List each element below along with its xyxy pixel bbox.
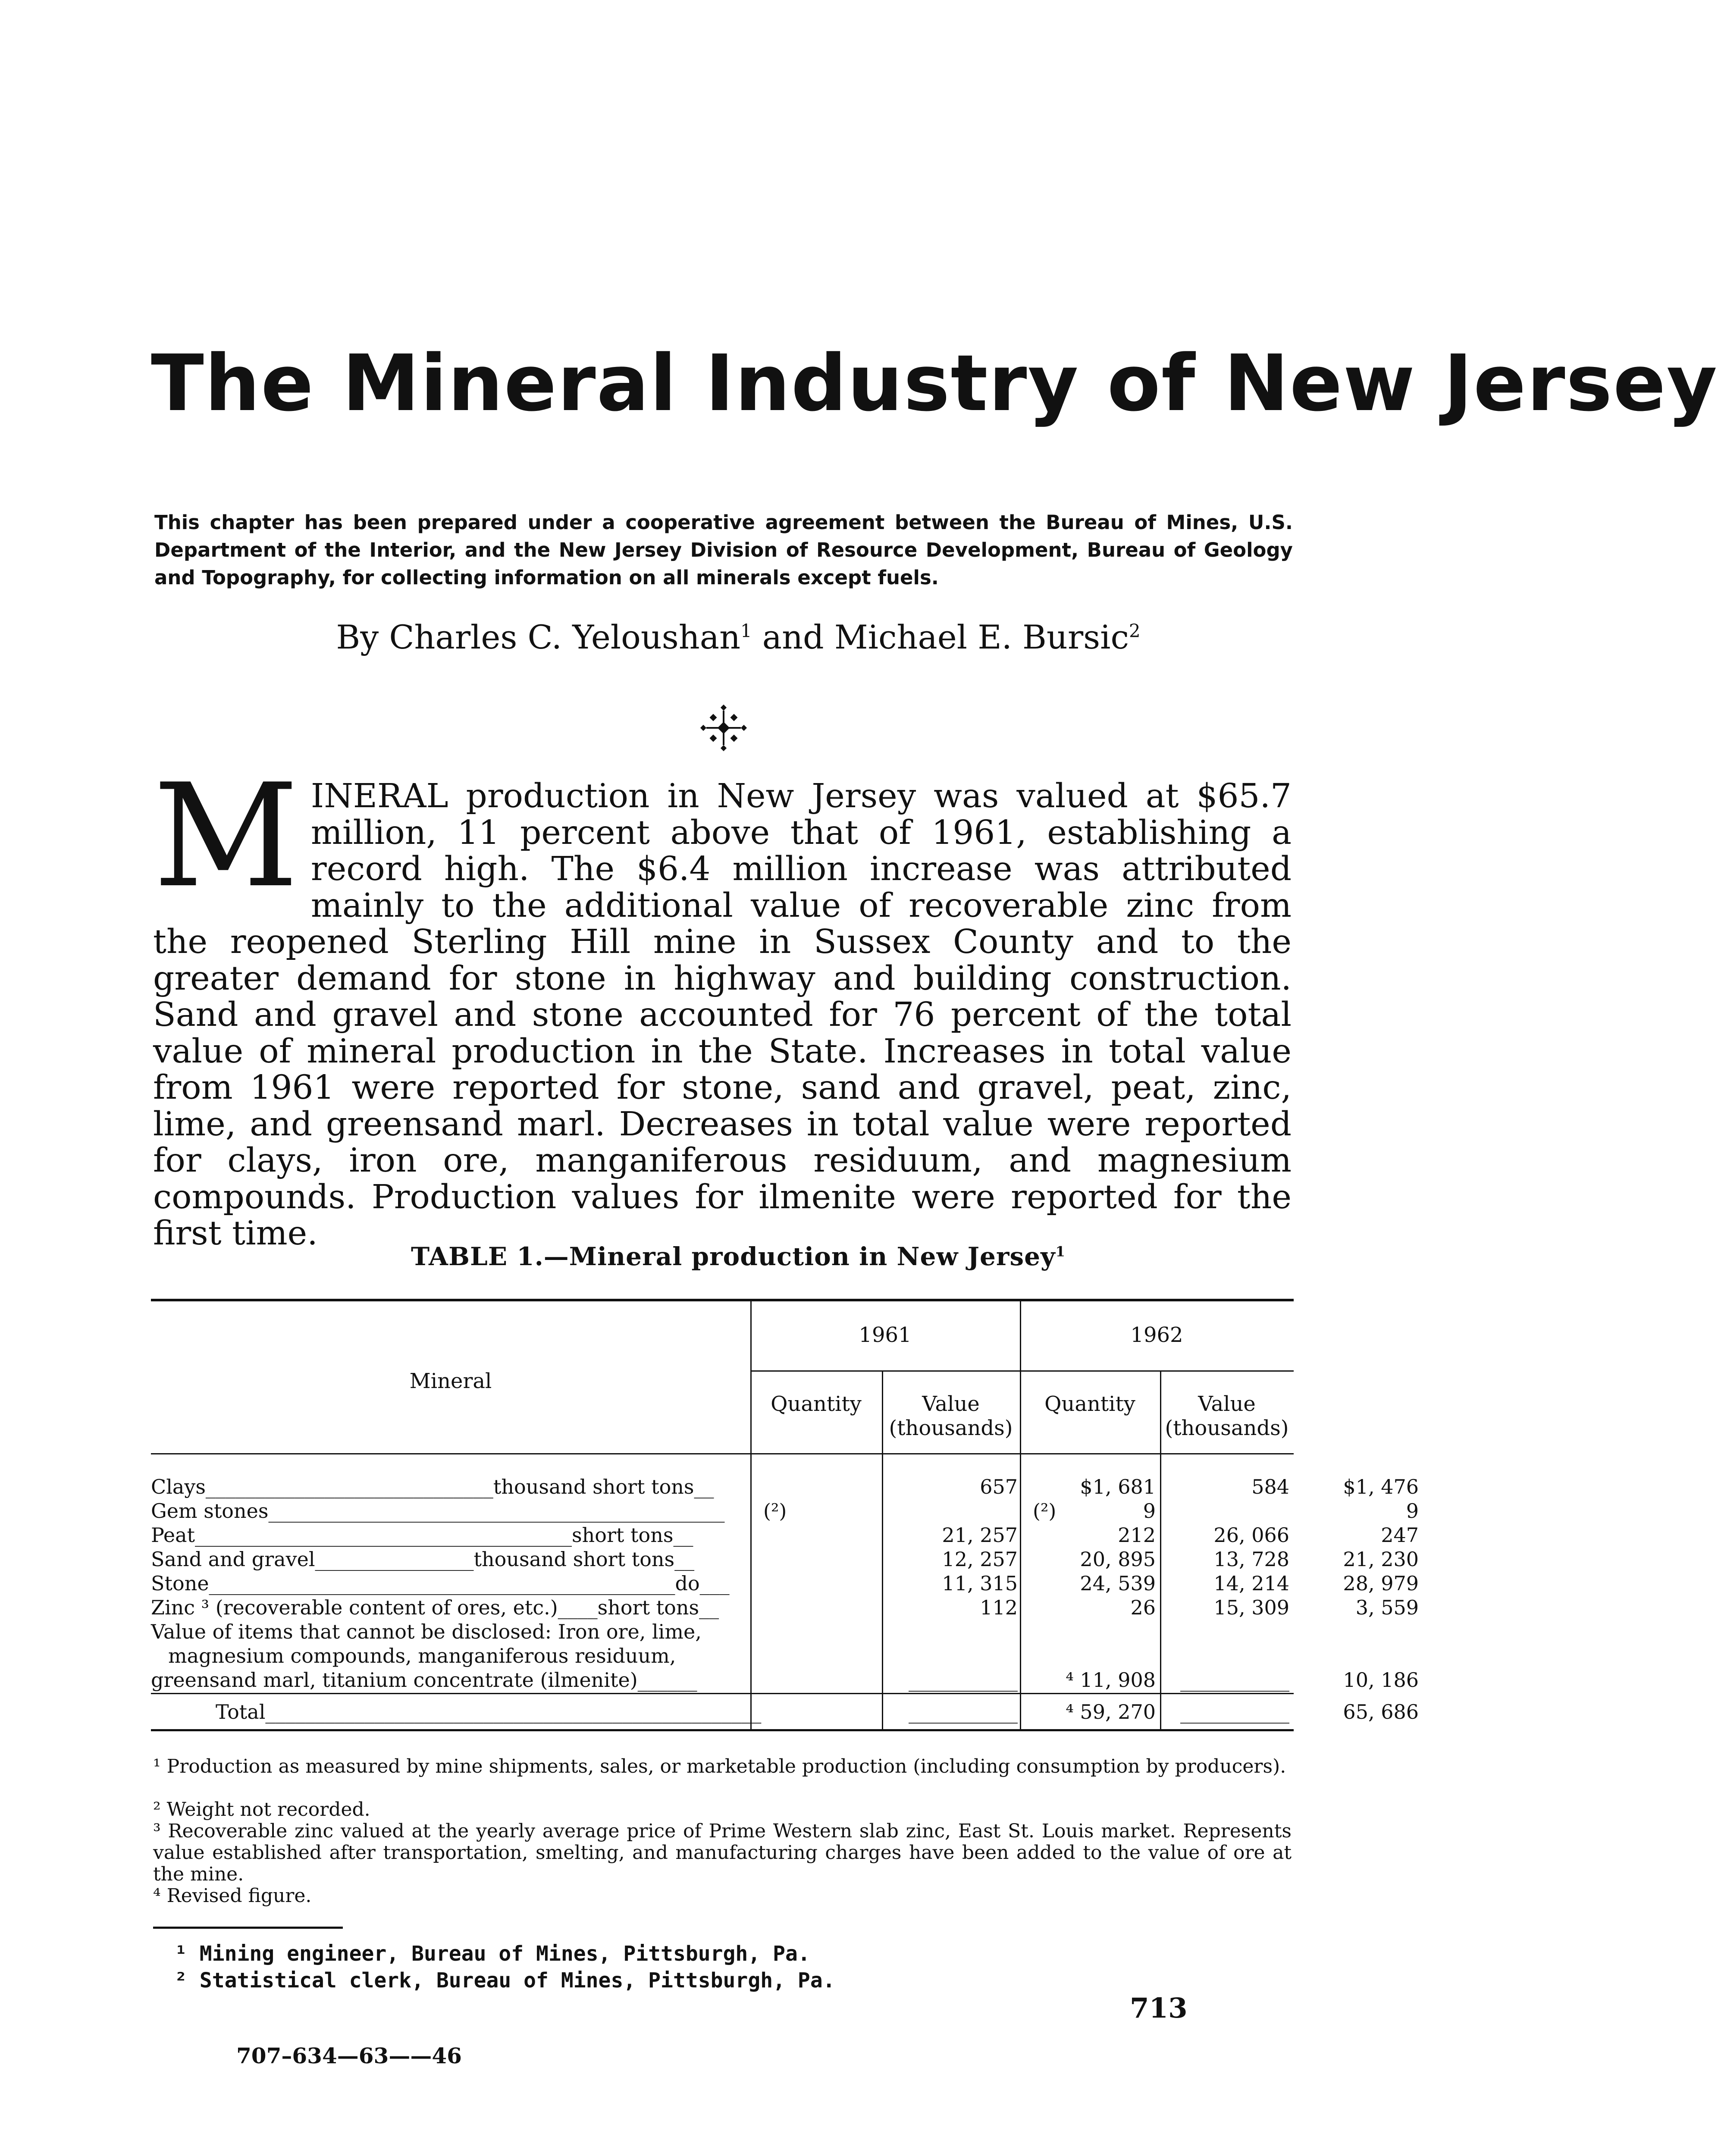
author-notes-rule (153, 1927, 343, 1929)
table-footnote-2: ² Weight not recorded. (153, 1799, 370, 1821)
row-v1962: 3, 559 (1355, 1596, 1419, 1619)
table-caption (0, 1242, 1477, 1271)
row-mineral: Zinc ³ (recoverable content of ores, etc.)____short tons__ (151, 1596, 719, 1619)
header-value-line2: (thousands) (1165, 1416, 1289, 1440)
row-q1961: 21, 257 (942, 1523, 1018, 1547)
ornament-icon (698, 702, 749, 754)
row-mineral: Stone_______________________________________________do___ (151, 1572, 730, 1595)
byline-conjunction: and (752, 618, 834, 656)
page-number: 713 (1130, 1992, 1188, 2024)
row-v1961: 20, 895 (1080, 1548, 1156, 1571)
author-notes (175, 1940, 1210, 1994)
header-mineral: Mineral (409, 1369, 492, 1393)
header-value-line1: Value (922, 1392, 980, 1416)
drop-cap: M (153, 753, 299, 919)
author-2-mark: 2 (1129, 620, 1141, 642)
row-v1962: $1, 476 (1343, 1475, 1419, 1498)
table-footnote-1: ¹ Production as measured by mine shipments, sales, or marketable production (including consumption by producers). (153, 1755, 1286, 1777)
author-1-mark: 1 (740, 620, 752, 642)
undisclosed-q1961: ___________ (909, 1668, 1018, 1692)
byline (0, 618, 1477, 656)
header-value-1961 (882, 1392, 1020, 1440)
cooperative-note: This chapter has been prepared under a cooperative agreement between the Bureau of Mines, U.S. Department of the Interior, and the New Jersey Division of Resource Development, Bureau of Geology and Topography, for collecting information on all minerals except fuels. (154, 511, 1293, 589)
row-mineral: Gem stones______________________________________________ (151, 1499, 725, 1523)
intro-section (153, 753, 1292, 1253)
author-1: Charles C. Yeloushan (389, 618, 741, 656)
header-value-1962 (1160, 1392, 1294, 1440)
table-row (151, 1475, 1419, 1499)
row-q1961: 112 (980, 1596, 1018, 1619)
row-v1961: 24, 539 (1080, 1572, 1156, 1595)
row-q1962: 13, 728 (1213, 1548, 1289, 1571)
total-q1961: ___________ (909, 1700, 1018, 1724)
page-title: The Mineral Industry of New Jersey (151, 338, 1718, 429)
table-row-undisclosed-1 (151, 1620, 1294, 1644)
author-note-1: ¹ Mining engineer, Bureau of Mines, Pittsburgh, Pa. (175, 1942, 810, 1966)
author-note-2: ² Statistical clerk, Bureau of Mines, Pittsburgh, Pa. (175, 1968, 835, 1993)
row-mineral: Peat______________________________________short tons__ (151, 1523, 693, 1547)
table-footnote-4: ⁴ Revised figure. (153, 1885, 312, 1907)
row-q1962: (²) (1033, 1499, 1057, 1523)
total-label: Total__________________________________________________ (216, 1700, 762, 1724)
row-v1961: 26 (1130, 1596, 1156, 1619)
table-year-rule (750, 1370, 1294, 1372)
undisclosed-line-2: magnesium compounds, manganiferous residuum, (168, 1644, 676, 1667)
total-v1961: ⁴ 59, 270 (1066, 1700, 1156, 1724)
header-quantity-1962: Quantity (1044, 1392, 1135, 1416)
table-bottom-rule (151, 1729, 1294, 1731)
table-row (151, 1523, 1419, 1547)
row-v1961: 212 (1118, 1523, 1156, 1547)
table-row-undisclosed-3 (151, 1668, 1419, 1692)
row-q1961: (²) (763, 1499, 787, 1523)
table-total-rule-top (151, 1693, 1294, 1694)
table-header-rule (151, 1453, 1294, 1454)
undisclosed-v1962: 10, 186 (1343, 1668, 1419, 1692)
undisclosed-line-1: Value of items that cannot be disclosed: Iron ore, lime, (151, 1620, 702, 1643)
total-q1962: ___________ (1180, 1700, 1289, 1724)
table-caption-mark: 1 (1055, 1243, 1066, 1260)
printer-code: 707–634—63——46 (236, 2043, 462, 2068)
row-q1962: 26, 066 (1213, 1523, 1289, 1547)
row-v1961: $1, 681 (1080, 1475, 1156, 1498)
table-row (151, 1547, 1419, 1571)
row-v1961: 9 (1143, 1499, 1156, 1523)
row-q1961: 11, 315 (942, 1572, 1018, 1595)
table-row (151, 1571, 1419, 1595)
row-v1962: 21, 230 (1343, 1548, 1419, 1571)
header-year-1961: 1961 (859, 1323, 912, 1347)
row-v1962: 9 (1406, 1499, 1419, 1523)
row-v1962: 247 (1381, 1523, 1419, 1547)
row-q1961: 657 (980, 1475, 1018, 1498)
undisclosed-q1962: ___________ (1180, 1668, 1289, 1692)
header-year-1962: 1962 (1130, 1323, 1183, 1347)
header-value-line2: (thousands) (889, 1416, 1013, 1440)
row-mineral: Clays_____________________________thousand short tons__ (151, 1475, 714, 1498)
table-row-total (151, 1700, 1419, 1724)
row-q1961: 12, 257 (942, 1548, 1018, 1571)
table-top-rule (151, 1299, 1294, 1301)
table-row (151, 1499, 1419, 1523)
header-quantity-1961: Quantity (771, 1392, 862, 1416)
table-footnote-3: ³ Recoverable zinc valued at the yearly average price of Prime Western slab zinc, East St. Louis market. Represents value established after transportation, smelting, and manufacturing charges have been added to the value of ore at the mine. (153, 1820, 1292, 1885)
author-2: Michael E. Bursic (834, 618, 1129, 656)
table-row-undisclosed-2 (151, 1644, 1294, 1668)
undisclosed-v1961: ⁴ 11, 908 (1066, 1668, 1156, 1692)
row-mineral: Sand and gravel________________thousand short tons__ (151, 1548, 695, 1571)
table-row (151, 1595, 1419, 1620)
row-q1962: 14, 214 (1213, 1572, 1289, 1595)
row-v1962: 28, 979 (1343, 1572, 1419, 1595)
row-q1962: 584 (1251, 1475, 1289, 1498)
intro-paragraph: INERAL production in New Jersey was valued at $65.7 million, 11 percent above that of 1961, establishing a record high. The $6.4 million increase was attributed mainly to the additional value of recoverable zinc from the reopened Sterling Hill mine in Sussex County and to the greater demand for stone in highway and building construction. Sand and gravel and stone accounted for 76 percent of the total value of mineral production in the State. Increases in total value from 1961 were reported for stone, sand and gravel, peat, zinc, lime, and greensand marl. Decreases in total value were reported for clays, iron ore, manganiferous residuum, and magnesium compounds. Production values for ilmenite were reported for the first time. (153, 777, 1292, 1253)
table-caption-text: TABLE 1.—Mineral production in New Jersey (411, 1242, 1056, 1271)
undisclosed-line-3: greensand marl, titanium concentrate (ilmenite)______ (151, 1668, 697, 1692)
row-q1962: 15, 309 (1213, 1596, 1289, 1619)
byline-prefix: By (336, 618, 389, 656)
header-value-line1: Value (1198, 1392, 1256, 1416)
total-v1962: 65, 686 (1343, 1700, 1419, 1724)
